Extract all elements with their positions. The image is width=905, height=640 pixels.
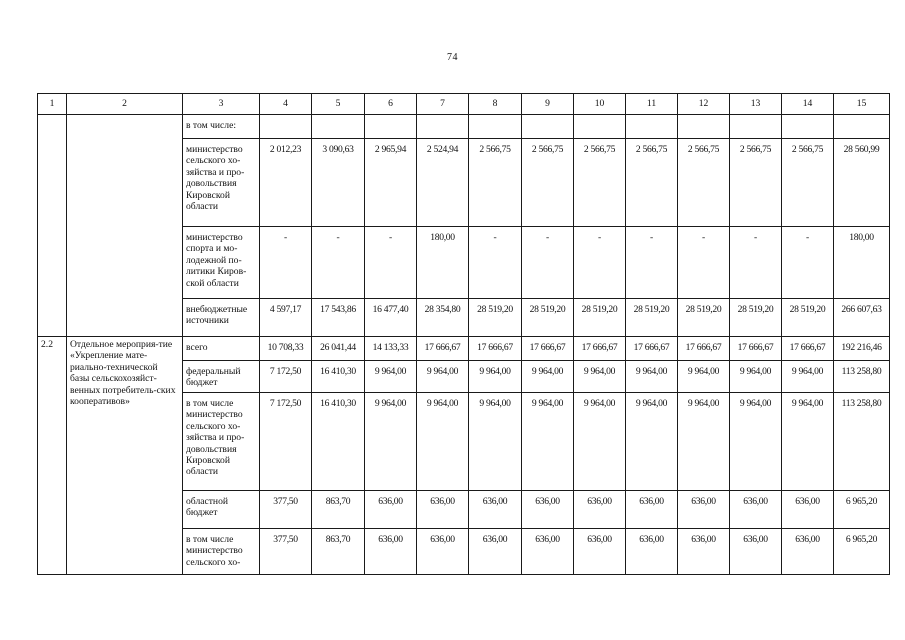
value-cell: 9 964,00 bbox=[626, 361, 678, 393]
value-cell: 377,50 bbox=[260, 529, 312, 575]
value-cell: 28 560,99 bbox=[834, 139, 890, 227]
header-cell: 15 bbox=[834, 94, 890, 115]
value-cell: 636,00 bbox=[417, 529, 469, 575]
value-cell: 377,50 bbox=[260, 491, 312, 529]
value-cell: 636,00 bbox=[678, 491, 730, 529]
value-cell: 636,00 bbox=[782, 529, 834, 575]
value-cell: 17 666,67 bbox=[782, 337, 834, 361]
header-cell: 3 bbox=[183, 94, 260, 115]
value-cell: 9 964,00 bbox=[678, 393, 730, 491]
value-cell: 2 566,75 bbox=[730, 139, 782, 227]
value-cell: 17 666,67 bbox=[522, 337, 574, 361]
value-cell: 636,00 bbox=[782, 491, 834, 529]
value-cell: 17 666,67 bbox=[626, 337, 678, 361]
header-cell: 13 bbox=[730, 94, 782, 115]
value-cell: 9 964,00 bbox=[782, 393, 834, 491]
value-cell: 9 964,00 bbox=[730, 361, 782, 393]
header-cell: 14 bbox=[782, 94, 834, 115]
value-cell: - bbox=[365, 227, 417, 299]
value-cell: 9 964,00 bbox=[522, 393, 574, 491]
value-cell: 28 519,20 bbox=[574, 299, 626, 337]
value-cell: 636,00 bbox=[574, 491, 626, 529]
header-cell: 7 bbox=[417, 94, 469, 115]
value-cell: 9 964,00 bbox=[574, 361, 626, 393]
value-cell: 636,00 bbox=[365, 529, 417, 575]
value-cell: 17 666,67 bbox=[417, 337, 469, 361]
value-cell: 636,00 bbox=[574, 529, 626, 575]
value-cell: 636,00 bbox=[417, 491, 469, 529]
value-cell: 9 964,00 bbox=[469, 361, 522, 393]
value-cell: 10 708,33 bbox=[260, 337, 312, 361]
value-cell: - bbox=[260, 227, 312, 299]
header-cell: 1 bbox=[38, 94, 67, 115]
value-cell: 636,00 bbox=[730, 529, 782, 575]
row-label: министерство спорта и мо-лодежной по-литики Киров-ской области bbox=[183, 227, 260, 299]
value-cell: - bbox=[312, 227, 365, 299]
value-cell: 636,00 bbox=[678, 529, 730, 575]
value-cell: - bbox=[626, 227, 678, 299]
value-cell: 9 964,00 bbox=[522, 361, 574, 393]
value-cell: - bbox=[574, 227, 626, 299]
value-cell: 28 354,80 bbox=[417, 299, 469, 337]
value-cell: 17 666,67 bbox=[678, 337, 730, 361]
value-cell: 2 566,75 bbox=[678, 139, 730, 227]
row-label: в том числе министерство сельского хо-зяйства и про-довольствия Кировской области bbox=[183, 393, 260, 491]
row-label: всего bbox=[183, 337, 260, 361]
value-cell: 636,00 bbox=[522, 529, 574, 575]
value-cell: 2 566,75 bbox=[626, 139, 678, 227]
value-cell: 863,70 bbox=[312, 491, 365, 529]
value-cell: 2 566,75 bbox=[522, 139, 574, 227]
value-cell: 2 566,75 bbox=[469, 139, 522, 227]
value-cell: 6 965,20 bbox=[834, 529, 890, 575]
value-cell: 7 172,50 bbox=[260, 393, 312, 491]
row-label: в том числе: bbox=[183, 115, 260, 139]
value-cell: 9 964,00 bbox=[469, 393, 522, 491]
value-cell: 28 519,20 bbox=[626, 299, 678, 337]
value-cell: 17 543,86 bbox=[312, 299, 365, 337]
value-cell: 113 258,80 bbox=[834, 361, 890, 393]
value-cell: 17 666,67 bbox=[730, 337, 782, 361]
value-cell: 9 964,00 bbox=[730, 393, 782, 491]
value-cell: - bbox=[782, 227, 834, 299]
value-cell: 636,00 bbox=[469, 529, 522, 575]
row-label: областной бюджет bbox=[183, 491, 260, 529]
budget-table bbox=[37, 93, 890, 575]
value-cell: 636,00 bbox=[626, 491, 678, 529]
row-label: федеральный бюджет bbox=[183, 361, 260, 393]
value-cell: 2 524,94 bbox=[417, 139, 469, 227]
value-cell: 26 041,44 bbox=[312, 337, 365, 361]
value-cell: 636,00 bbox=[365, 491, 417, 529]
value-cell: 2 012,23 bbox=[260, 139, 312, 227]
value-cell: 28 519,20 bbox=[730, 299, 782, 337]
value-cell: 28 519,20 bbox=[782, 299, 834, 337]
empty-name-cell bbox=[67, 115, 183, 337]
value-cell: 2 566,75 bbox=[782, 139, 834, 227]
value-cell: 28 519,20 bbox=[522, 299, 574, 337]
value-cell: 636,00 bbox=[626, 529, 678, 575]
value-cell: 9 964,00 bbox=[365, 361, 417, 393]
section-name: Отдельное мероприя-тие «Укрепление мате-риально-технической базы сельскохозяйст-венных потребитель-ских кооперативов» bbox=[67, 337, 183, 575]
value-cell: - bbox=[678, 227, 730, 299]
header-cell: 8 bbox=[469, 94, 522, 115]
value-cell: 6 965,20 bbox=[834, 491, 890, 529]
value-cell: 17 666,67 bbox=[574, 337, 626, 361]
header-row bbox=[38, 94, 890, 115]
value-cell: 266 607,63 bbox=[834, 299, 890, 337]
header-cell: 6 bbox=[365, 94, 417, 115]
value-cell: 17 666,67 bbox=[469, 337, 522, 361]
value-cell: 636,00 bbox=[469, 491, 522, 529]
header-cell: 2 bbox=[67, 94, 183, 115]
value-cell: 9 964,00 bbox=[782, 361, 834, 393]
value-cell: 9 964,00 bbox=[626, 393, 678, 491]
header-cell: 11 bbox=[626, 94, 678, 115]
page-number: 74 bbox=[447, 52, 458, 63]
value-cell: 14 133,33 bbox=[365, 337, 417, 361]
section-number: 2.2 bbox=[38, 337, 67, 575]
header-cell: 4 bbox=[260, 94, 312, 115]
value-cell: 4 597,17 bbox=[260, 299, 312, 337]
value-cell: 113 258,80 bbox=[834, 393, 890, 491]
header-cell: 12 bbox=[678, 94, 730, 115]
value-cell: - bbox=[469, 227, 522, 299]
value-cell: 16 410,30 bbox=[312, 361, 365, 393]
value-cell: 180,00 bbox=[834, 227, 890, 299]
empty-number-cell bbox=[38, 115, 67, 337]
value-cell: 16 410,30 bbox=[312, 393, 365, 491]
row-label: министерство сельского хо-зяйства и про-довольствия Кировской области bbox=[183, 139, 260, 227]
value-cell: 192 216,46 bbox=[834, 337, 890, 361]
value-cell: 863,70 bbox=[312, 529, 365, 575]
value-cell: 2 965,94 bbox=[365, 139, 417, 227]
value-cell: 3 090,63 bbox=[312, 139, 365, 227]
header-cell: 10 bbox=[574, 94, 626, 115]
value-cell: - bbox=[522, 227, 574, 299]
header-cell: 5 bbox=[312, 94, 365, 115]
row-label: внебюджетные источники bbox=[183, 299, 260, 337]
table-row-in-that-number bbox=[38, 115, 890, 139]
value-cell: 7 172,50 bbox=[260, 361, 312, 393]
header-cell: 9 bbox=[522, 94, 574, 115]
value-cell: - bbox=[730, 227, 782, 299]
value-cell: 9 964,00 bbox=[417, 393, 469, 491]
value-cell: 9 964,00 bbox=[365, 393, 417, 491]
value-cell: 636,00 bbox=[522, 491, 574, 529]
row-label: в том числе министерство сельского хо- bbox=[183, 529, 260, 575]
value-cell: 16 477,40 bbox=[365, 299, 417, 337]
table-row bbox=[38, 337, 890, 361]
value-cell: 28 519,20 bbox=[469, 299, 522, 337]
value-cell: 9 964,00 bbox=[678, 361, 730, 393]
value-cell: 9 964,00 bbox=[574, 393, 626, 491]
value-cell: 28 519,20 bbox=[678, 299, 730, 337]
value-cell: 2 566,75 bbox=[574, 139, 626, 227]
value-cell: 9 964,00 bbox=[417, 361, 469, 393]
value-cell: 180,00 bbox=[417, 227, 469, 299]
value-cell: 636,00 bbox=[730, 491, 782, 529]
